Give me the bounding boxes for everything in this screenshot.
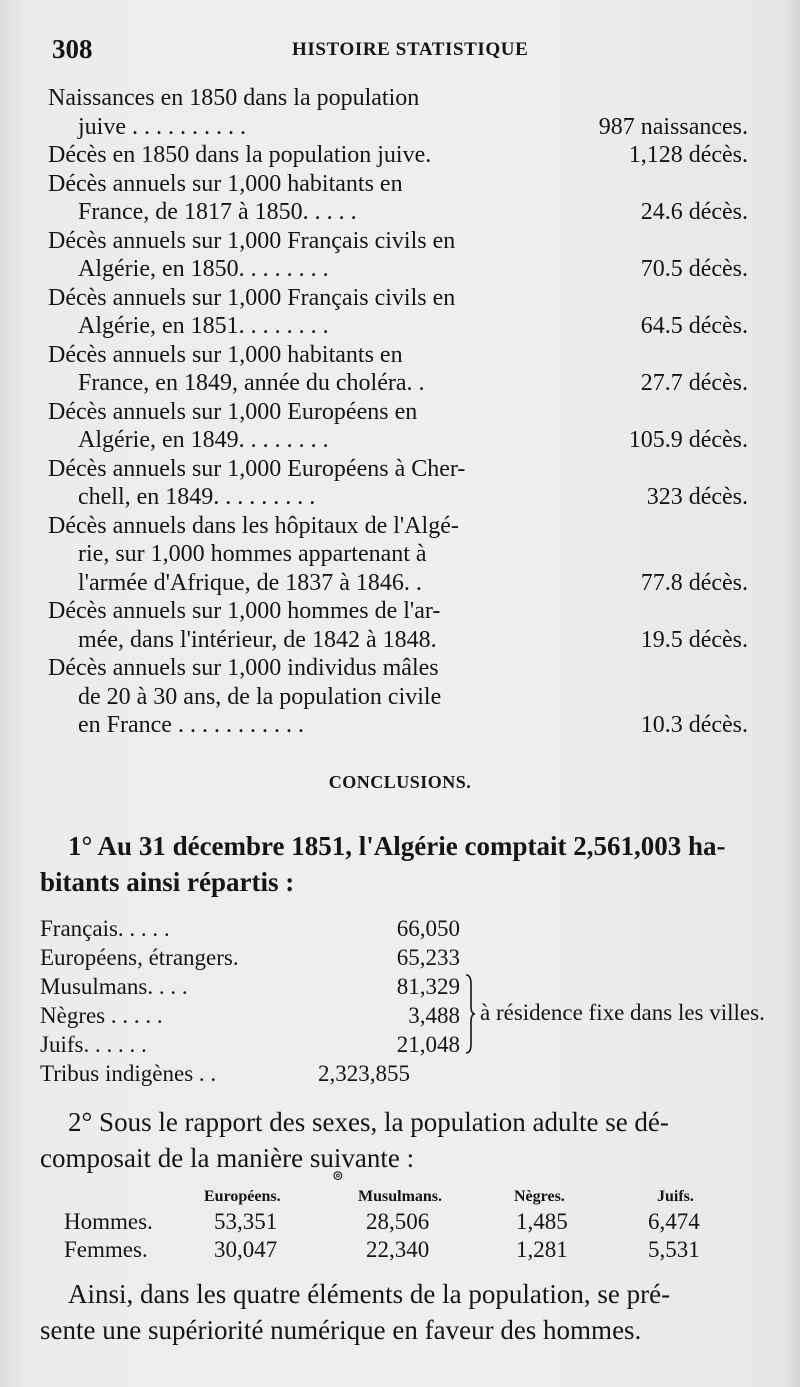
table-cell: 28,506 <box>366 1209 430 1234</box>
stat-text-line: de 20 à 30 ans, de la population civile <box>78 683 442 710</box>
ornament-mark: ⊚ <box>332 1169 344 1184</box>
stat-text-line: Décès annuels sur 1,000 individus mâles <box>48 655 439 681</box>
stat-entry <box>48 597 748 654</box>
page-number: 308 <box>52 34 93 64</box>
right-brace <box>465 974 475 1054</box>
table-cell: 30,047 <box>214 1237 278 1262</box>
paragraph-conclusion <box>40 1276 758 1348</box>
row-label: Hommes. <box>64 1209 153 1234</box>
stat-text-line: Algérie, en 1850. . . . . . . . <box>78 256 329 282</box>
paragraph-line: sente une supériorité numérique en faveur des hommes. <box>40 1315 642 1345</box>
stat-text-line: Algérie, en 1851. . . . . . . . <box>78 313 329 339</box>
population-value: 2,323,855 <box>318 1061 410 1086</box>
statistics-list <box>48 84 748 740</box>
column-header: Juifs. <box>657 1188 694 1205</box>
stat-entry <box>48 84 748 141</box>
table-row <box>64 1208 734 1236</box>
stat-text-line: rie, sur 1,000 hommes appartenant à <box>78 541 427 567</box>
table-cell: 1,281 <box>516 1237 568 1262</box>
stat-value: 27.7 décès. <box>640 370 748 396</box>
population-label: Nègres . . . . . <box>40 1003 163 1028</box>
table-cell: 53,351 <box>214 1209 278 1234</box>
paragraph-line: 2° Sous le rapport des sexes, la population adulte se dé- <box>68 1107 669 1137</box>
stat-text-line: chell, en 1849. . . . . . . . . <box>78 484 316 510</box>
stat-value: 1,128 décès. <box>628 142 748 168</box>
table-cell: 1,485 <box>516 1209 568 1234</box>
stat-entry <box>48 341 748 398</box>
paragraph-line: bitants ainsi répartis : <box>40 867 295 897</box>
table-cell: 6,474 <box>648 1209 700 1234</box>
paragraph-line: composait de la manière suivante : <box>40 1143 415 1173</box>
paragraph-sexes <box>40 1104 758 1176</box>
population-table <box>40 916 765 1096</box>
stat-text-line: Décès annuels sur 1,000 Européens en <box>48 398 418 425</box>
population-row <box>40 945 460 971</box>
population-value: 3,488 <box>408 1003 460 1028</box>
stat-text-line: Algérie, en 1849. . . . . . . . <box>78 427 329 453</box>
stat-value: 987 naissances. <box>598 113 748 140</box>
population-label: Tribus indigènes . . <box>40 1061 217 1086</box>
stat-text-line: France, de 1817 à 1850. . . . . <box>78 199 357 225</box>
population-value: 81,329 <box>396 974 460 999</box>
column-header: Européens. <box>204 1188 281 1205</box>
population-row <box>40 1003 460 1029</box>
population-label: Juifs. . . . . . <box>40 1032 147 1057</box>
stat-value: 64.5 décès. <box>640 313 748 339</box>
row-label: Femmes. <box>64 1237 148 1262</box>
column-header: Nègres. <box>514 1188 565 1205</box>
stat-text-line: Naissances en 1850 dans la population <box>48 85 420 111</box>
stat-entry <box>48 512 748 598</box>
stat-text-line: Décès annuels sur 1,000 Français civils en <box>48 284 456 311</box>
stat-text-line: mée, dans l'intérieur, de 1842 à 1848. <box>78 626 437 653</box>
conclusions-heading: CONCLUSIONS. <box>328 772 472 792</box>
stat-value: 24.6 décès. <box>640 199 748 225</box>
stat-entry <box>48 455 748 512</box>
population-value: 66,050 <box>396 916 460 941</box>
table-cell: 22,340 <box>366 1237 430 1262</box>
population-row <box>40 916 460 942</box>
stat-text-line: Décès annuels sur 1,000 Français civils en <box>48 227 456 254</box>
table-row <box>64 1236 734 1264</box>
stat-text-line: Décès annuels sur 1,000 hommes de l'ar- <box>48 598 441 624</box>
page-header <box>52 34 744 70</box>
running-title: HISTOIRE STATISTIQUE <box>292 39 529 60</box>
stat-text-line: Décès annuels sur 1,000 habitants en <box>48 341 403 368</box>
sexes-table <box>64 1170 734 1270</box>
stat-value: 323 décès. <box>646 484 748 510</box>
stat-text-line: Décès annuels sur 1,000 habitants en <box>48 170 403 197</box>
column-header: Musulmans. <box>358 1188 443 1205</box>
stat-entry <box>48 654 748 740</box>
stat-value: 105.9 décès. <box>628 427 748 453</box>
stat-entry <box>48 284 748 341</box>
page-edge-shadow <box>782 0 800 1387</box>
stat-text-line: France, en 1849, année du choléra. . <box>78 370 425 396</box>
stat-value: 10.3 décès. <box>640 712 748 738</box>
brace-note: à résidence fixe dans les villes. <box>480 1000 765 1025</box>
stat-text-line: en France . . . . . . . . . . . <box>78 712 304 738</box>
stat-text-line: l'armée d'Afrique, de 1837 à 1846. . <box>78 569 422 596</box>
population-value: 21,048 <box>396 1032 460 1057</box>
stat-entry <box>48 398 748 455</box>
stat-text-line: Décès annuels dans les hôpitaux de l'Algé- <box>48 512 459 539</box>
table-cell: 5,531 <box>648 1237 700 1262</box>
stat-value: 70.5 décès. <box>640 256 748 282</box>
population-value: 65,233 <box>396 945 460 970</box>
stat-entry <box>48 227 748 284</box>
population-row <box>40 1032 460 1058</box>
stat-value: 19.5 décès. <box>640 626 748 653</box>
population-row <box>40 974 460 1000</box>
paragraph-population-total <box>40 828 758 900</box>
population-row <box>40 1061 410 1087</box>
stat-text-line: juive . . . . . . . . . . <box>78 113 246 140</box>
population-label: Musulmans. . . . <box>40 974 188 999</box>
stat-entry <box>48 141 748 170</box>
population-label: Européens, étrangers. <box>40 945 239 970</box>
stat-text-line: Décès annuels sur 1,000 Européens à Cher- <box>48 455 466 482</box>
stat-text-line: Décès en 1850 dans la population juive. <box>48 142 432 168</box>
paragraph-line: Ainsi, dans les quatre éléments de la population, se pré- <box>68 1279 671 1309</box>
population-label: Français. . . . . <box>40 916 170 941</box>
stat-value: 77.8 décès. <box>640 569 748 596</box>
paragraph-line: 1° Au 31 décembre 1851, l'Algérie comptait 2,561,003 ha- <box>68 831 726 861</box>
stat-entry <box>48 170 748 227</box>
